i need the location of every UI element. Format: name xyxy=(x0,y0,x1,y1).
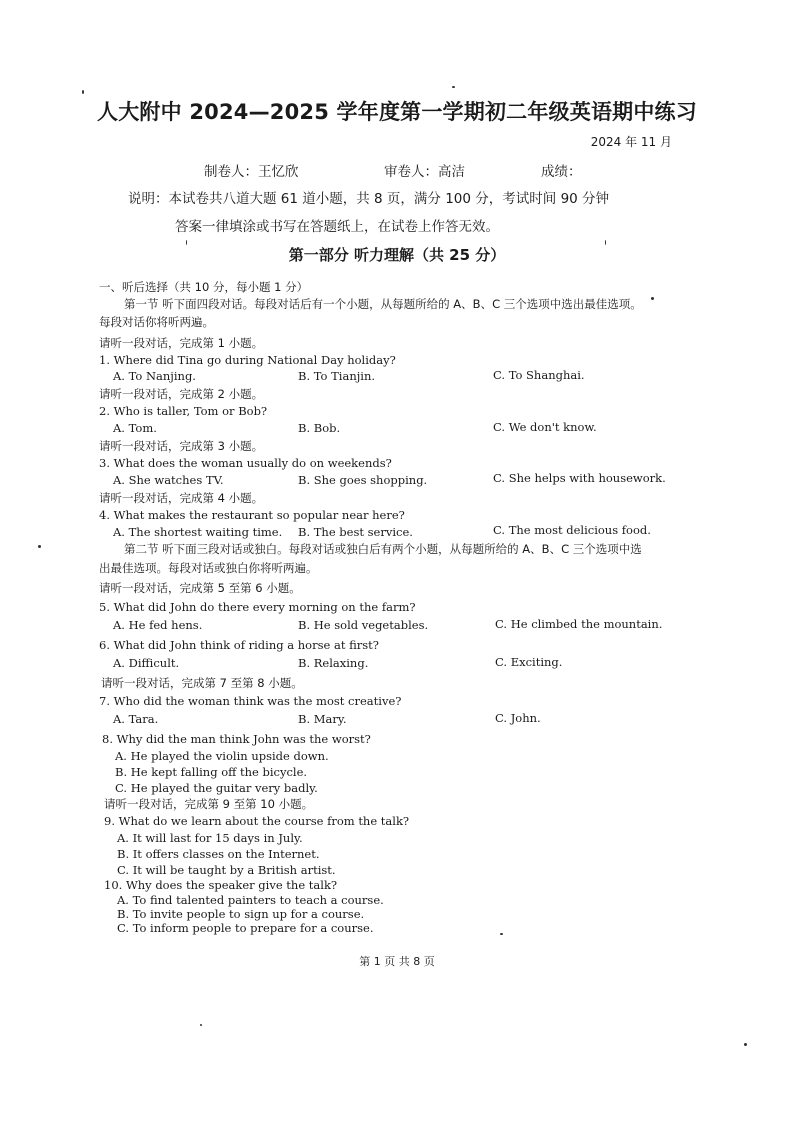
question-8-stem: 8. Why did the man think John was the worst? xyxy=(102,732,371,746)
question-5-stem: 5. What did John do there every morning on the farm? xyxy=(99,600,416,614)
question-6-stem: 6. What did John think of riding a horse at first? xyxy=(99,638,379,652)
scan-speck xyxy=(605,240,606,245)
question-6-option-a: A. Difficult. xyxy=(113,656,180,670)
page-number: 第 1 页 共 8 页 xyxy=(359,955,435,968)
question-10-option-a: A. To find talented painters to teach a course. xyxy=(117,893,384,907)
question-4-stem: 4. What makes the restaurant so popular near here? xyxy=(99,508,405,522)
question-7-option-b: B. Mary. xyxy=(298,712,347,726)
question-3-option-b: B. She goes shopping. xyxy=(298,473,428,487)
question-5-option-a: A. He fed hens. xyxy=(113,618,203,632)
question-4-option-b: B. The best service. xyxy=(298,525,413,539)
question-7-stem: 7. Who did the woman think was the most creative? xyxy=(99,694,402,708)
listening-prompt: 请听一段对话，完成第 9 至第 10 小题。 xyxy=(104,797,314,811)
question-1-stem: 1. Where did Tina go during National Day holiday? xyxy=(99,353,396,367)
section-2-instructions: 第二节 听下面三段对话或独白。每段对话或独白后有两个小题，从每题所给的 A、B、C 三个选项中选 xyxy=(124,542,642,556)
question-4-option-a: A. The shortest waiting time. xyxy=(113,525,283,539)
instructions-line-2: 答案一律填涂或书写在答题纸上，在试卷上作答无效。 xyxy=(175,219,499,235)
question-10-stem: 10. Why does the speaker give the talk? xyxy=(104,878,338,892)
paper-reviewer: 审卷人：高洁 xyxy=(384,164,465,180)
question-2-option-a: A. Tom. xyxy=(113,421,157,435)
question-2-option-b: B. Bob. xyxy=(298,421,341,435)
question-3-option-c: C. She helps with housework. xyxy=(493,471,666,485)
question-4-option-c: C. The most delicious food. xyxy=(493,523,651,537)
question-9-option-a: A. It will last for 15 days in July. xyxy=(117,831,303,845)
listening-prompt: 请听一段对话，完成第 1 小题。 xyxy=(99,336,264,350)
listening-prompt: 请听一段对话，完成第 3 小题。 xyxy=(99,439,264,453)
listening-prompt: 请听一段对话，完成第 4 小题。 xyxy=(99,491,264,505)
question-9-option-b: B. It offers classes on the Internet. xyxy=(117,847,320,861)
question-2-stem: 2. Who is taller, Tom or Bob? xyxy=(99,404,268,418)
question-3-option-a: A. She watches TV. xyxy=(113,473,224,487)
question-6-option-b: B. Relaxing. xyxy=(298,656,369,670)
score-label: 成绩： xyxy=(541,164,582,180)
question-10-option-c: C. To inform people to prepare for a course. xyxy=(117,921,374,935)
question-1-option-a: A. To Nanjing. xyxy=(113,369,196,383)
question-8-option-b: B. He kept falling off the bicycle. xyxy=(115,765,308,779)
listening-prompt: 请听一段对话，完成第 2 小题。 xyxy=(99,387,264,401)
scan-speck xyxy=(500,933,503,935)
question-9-stem: 9. What do we learn about the course from the talk? xyxy=(104,814,410,828)
question-7-option-c: C. John. xyxy=(495,711,541,725)
listening-prompt: 请听一段对话，完成第 5 至第 6 小题。 xyxy=(99,581,301,595)
question-3-stem: 3. What does the woman usually do on weekends? xyxy=(99,456,392,470)
question-1-option-b: B. To Tianjin. xyxy=(298,369,376,383)
question-2-option-c: C. We don't know. xyxy=(493,420,597,434)
exam-title: 人大附中 2024—2025 学年度第一学期初二年级英语期中练习 xyxy=(97,100,697,124)
scan-speck xyxy=(744,1043,747,1046)
question-6-option-c: C. Exciting. xyxy=(495,655,563,669)
question-5-option-b: B. He sold vegetables. xyxy=(298,618,429,632)
section-1-instructions-cont: 每段对话你将听两遍。 xyxy=(99,315,214,329)
question-8-option-a: A. He played the violin upside down. xyxy=(115,749,329,763)
section-2-instructions-cont: 出最佳选项。每段对话或独白你将听两遍。 xyxy=(99,561,318,575)
question-1-option-c: C. To Shanghai. xyxy=(493,368,585,382)
question-8-option-c: C. He played the guitar very badly. xyxy=(115,781,318,795)
scan-speck xyxy=(651,297,654,300)
scan-speck xyxy=(186,240,187,245)
scan-speck xyxy=(82,90,84,94)
question-10-option-b: B. To invite people to sign up for a course. xyxy=(117,907,365,921)
listening-prompt: 请听一段对话，完成第 7 至第 8 小题。 xyxy=(101,676,303,690)
question-5-option-c: C. He climbed the mountain. xyxy=(495,617,663,631)
scan-speck xyxy=(452,86,455,88)
section-1-instructions: 第一节 听下面四段对话。每段对话后有一个小题，从每题所给的 A、B、C 三个选项中选出最佳选项。 xyxy=(124,297,642,311)
question-9-option-c: C. It will be taught by a British artist. xyxy=(117,863,336,877)
paper-maker: 制卷人：王忆欣 xyxy=(204,164,299,180)
section-heading: 一、听后选择（共 10 分，每小题 1 分） xyxy=(99,280,309,294)
question-7-option-a: A. Tara. xyxy=(113,712,159,726)
scan-speck xyxy=(38,545,41,548)
exam-date: 2024 年 11 月 xyxy=(590,135,672,149)
instructions-line-1: 说明：本试卷共八道大题 61 道小题，共 8 页，满分 100 分，考试时间 90 分钟 xyxy=(128,191,610,207)
scan-speck xyxy=(200,1024,202,1026)
part-1-title: 第一部分 听力理解（共 25 分） xyxy=(288,246,506,264)
